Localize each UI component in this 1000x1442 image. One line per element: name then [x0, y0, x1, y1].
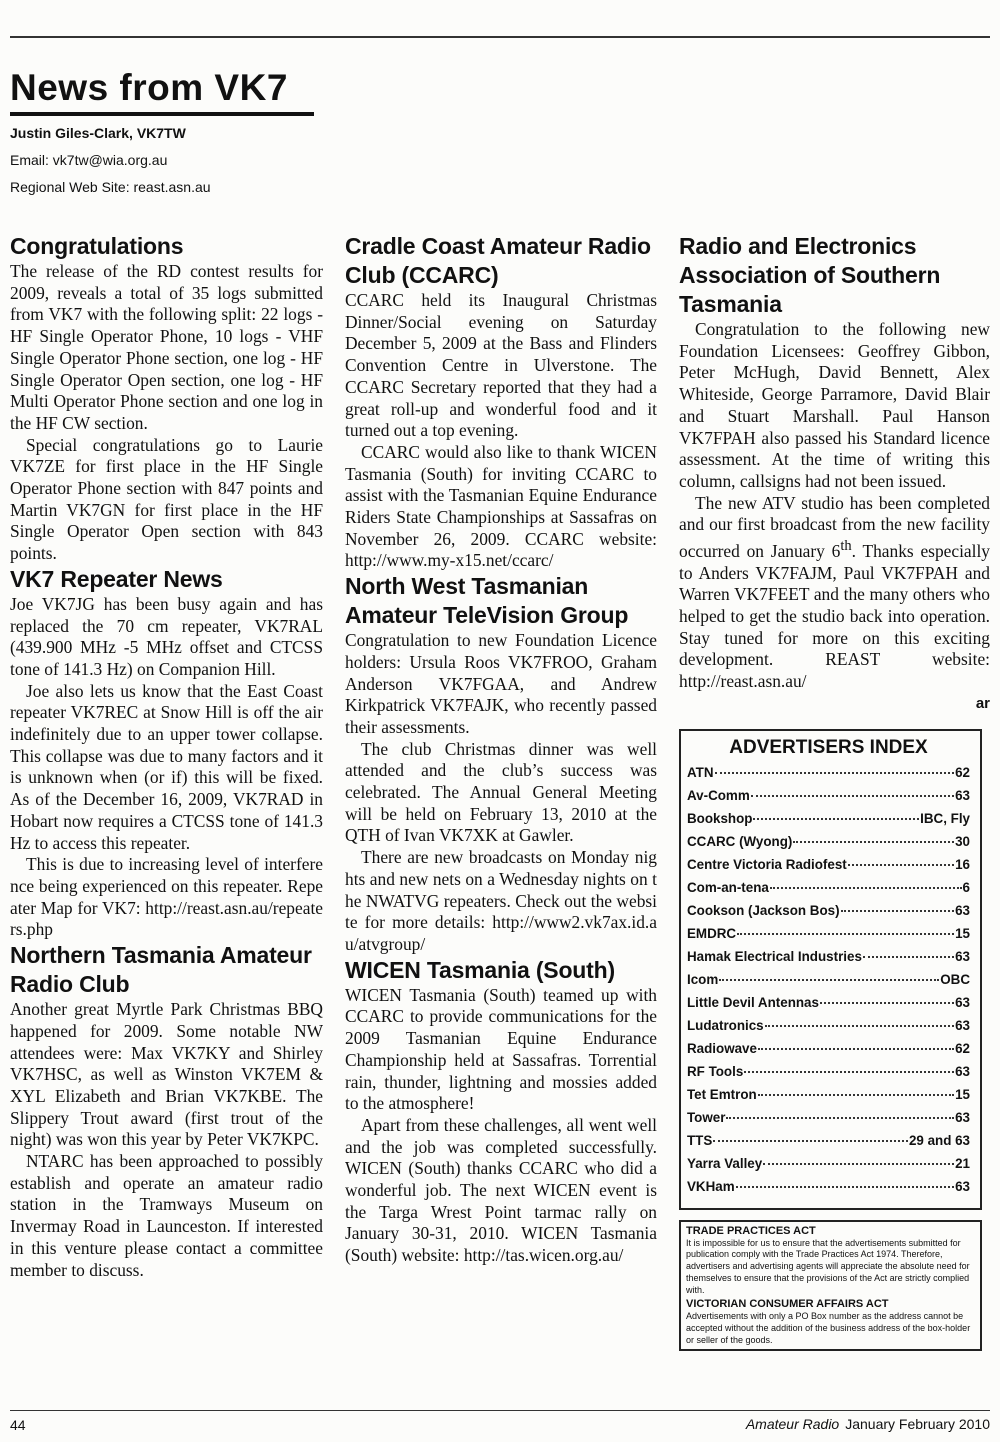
paragraph: Apart from these challenges, all went well and the job was completed successfully. WICEN (South) thanks CCARC who did a wonderful job. The next WICEN event is the Targa Wrest Point tarmac rally on January 30-31, 2010. WICEN Tasmania (South) website: http://tas.wicen.org.au/ [345, 1114, 657, 1266]
advertiser-row [687, 807, 970, 830]
dot-leader [758, 1048, 954, 1050]
dot-leader [744, 1071, 954, 1073]
advertiser-row [687, 784, 970, 807]
advertiser-page: 30 [955, 833, 970, 849]
paragraph: The club Christmas dinner was well attended and the club’s success was celebrated. The Annual General Meeting will be held on February 13, 2010 at the QTH of Ivan VK7XK at Gawler. [345, 738, 657, 846]
advertiser-page: 63 [955, 1063, 970, 1079]
dot-leader [763, 1163, 954, 1165]
advertiser-row [687, 922, 970, 945]
dot-leader [737, 933, 954, 935]
footer-rule [10, 1410, 990, 1411]
advertiser-page: 63 [955, 902, 970, 918]
advertiser-page: 6 [962, 879, 970, 895]
advertiser-page: 63 [955, 1017, 970, 1033]
advertisers-index-box [679, 729, 982, 1210]
advertiser-row [687, 1129, 970, 1152]
issue-date: January February 2010 [845, 1416, 990, 1432]
advertisers-list [687, 761, 970, 1198]
advertiser-row [687, 1014, 970, 1037]
column-middle [345, 232, 657, 1267]
top-rule [10, 36, 990, 38]
column-signoff: ar [975, 694, 990, 712]
advertiser-page: 29 and 63 [908, 1132, 970, 1148]
advertiser-name: RF Tools [687, 1063, 744, 1079]
advertiser-name: Tet Emtron [687, 1086, 757, 1102]
dot-leader [753, 818, 919, 820]
advertiser-name: Radiowave [687, 1040, 757, 1056]
paragraph: NTARC has been approached to possibly establish and operate an amateur radio station in the Tramways Museum on Invermay Road in Launceston. If interested in this venture please contact a committee member to discuss. [10, 1151, 323, 1280]
paragraph: There are new broadcasts on Monday nights and new nets on a Wednesday nights on the NWATVG repeaters. Check out the website for more details: http://www2.vk7ax.id.au/atvgroup/ [345, 847, 657, 954]
regional-website: Regional Web Site: reast.asn.au [10, 179, 211, 195]
dot-leader [863, 956, 954, 958]
advertiser-name: Ludatronics [687, 1017, 764, 1033]
advertiser-page: OBC [940, 971, 970, 987]
advertiser-row [687, 1152, 970, 1175]
advertiser-name: CCARC (Wyong) [687, 833, 793, 849]
advertiser-page: 63 [955, 787, 970, 803]
heading-ccarc: Cradle Coast Amateur Radio Club (CCARC) [345, 233, 651, 288]
advertiser-page: 16 [955, 856, 970, 872]
dot-leader [841, 910, 955, 912]
trade-practices-heading: TRADE PRACTICES ACT [686, 1224, 816, 1237]
paragraph: CCARC held its Inaugural Christmas Dinner/Social evening on Saturday December 5, 2009 at the Bass and Flinders Convention Centre in Ulverstone. The CCARC Secretary reported that they had a great roll-up and wonderful food and it turned out a top evening. [345, 290, 657, 441]
dot-leader [820, 1002, 954, 1004]
page-title: News from VK7 [10, 67, 288, 108]
advertiser-page: 62 [955, 1040, 970, 1056]
dot-leader [765, 1025, 954, 1027]
paragraph: WICEN Tasmania (South) teamed up with CCARC to provide communications for the 2009 Tasmanian Equine Endurance Championship held at Sassafras. Torrential rain, thunder, lightning and mossies added to the atmosphere! [345, 984, 657, 1114]
text-run: . Thanks especially to Anders VK7FAJM, Paul VK7FPAH and Warren VK7FEET and the many others who helped to get the studio back into operation. Stay tuned for more on this exciting development. REAST website: http://reast.asn.au/ [679, 540, 990, 692]
author-name: Justin Giles-Clark, VK7TW [10, 125, 186, 141]
paragraph: The release of the RD contest results for 2009, reveals a total of 35 logs submitted from VK7 with the following split: 22 logs - HF Single Operator Phone, 10 logs - VHF Single Operator Phone section, one log - HF Single Operator Open section, one log - HF Multi Operator Phone section and one log in the HF CW section. [10, 261, 323, 433]
advertiser-name: Little Devil Antennas [687, 994, 819, 1010]
paragraph: Another great Myrtle Park Christmas BBQ happened for 2009. Some notable NW attendees were: Max VK7KY and Shirley VK7HSC, as well as Winston VK7EM & XYL Elizabeth and Brian VK7KBE. The Slippery Trout award (first trout of the night) was won this year by Peter VK7KPC. [10, 999, 323, 1150]
byline [10, 120, 314, 201]
dot-leader [848, 864, 954, 866]
paragraph [679, 493, 990, 693]
superscript: th [840, 538, 852, 555]
dot-leader [726, 1117, 954, 1119]
advertiser-page: 63 [955, 1178, 970, 1194]
advertiser-row [687, 899, 970, 922]
paragraph: Congratulation to the following new Foundation Licensees: Geoffrey Gibbon, Peter McHugh, David Bennett, Alex Whiteside, George Parramore, David Blair and Stuart Marshall. Paul Hanson VK7FPAH also passed his Standard licence assessment. At the time of writing this column, callsigns had not been issued. [679, 319, 990, 491]
advertiser-row [687, 1175, 970, 1198]
heading-vk7-repeater-news: VK7 Repeater News [10, 565, 223, 592]
advertiser-page: 63 [955, 948, 970, 964]
title-underline [10, 112, 314, 116]
paragraph: Joe also lets us know that the East Coast repeater VK7REC at Snow Hill is off the air indefinitely due to an upper tower collapse. This collapse was due to many factors and it is unknown when (or if) this will be fixed. As of the December 16, 2009, VK7RAD in Hobart now requires a CTCSS tone of 141.3 Hz to access this repeater. [10, 680, 323, 853]
advertiser-row [687, 1060, 970, 1083]
masthead [10, 66, 314, 201]
paragraph: CCARC would also like to thank WICEN Tasmania (South) for inviting CCARC to assist with the Tasmanian Equine Endurance Riders State Championships at Sassafras on November 26, 2009. CCARC website: http://www.my-x15.net/ccarc/ [345, 441, 657, 571]
heading-reast: Radio and Electronics Association of Southern Tasmania [679, 233, 941, 317]
advertiser-name: TTS [687, 1132, 713, 1148]
advertiser-name: VKHam [687, 1178, 735, 1194]
advertiser-row [687, 853, 970, 876]
heading-nw-tas-atv-group: North West Tasmanian Amateur TeleVision Group [345, 573, 629, 629]
consumer-affairs-text: Advertisements with only a PO Box number as the address cannot be accepted without the addition of the business address of the box-holder or seller of the goods. [686, 1311, 971, 1345]
paragraph: Congratulation to new Foundation Licence holders: Ursula Roos VK7FROO, Graham Anderson VK7FGAA, and Andrew Kirkpatrick VK7FAJK, who recently passed their assessments. [345, 630, 657, 737]
dot-leader [793, 841, 954, 843]
advertiser-row [687, 991, 970, 1014]
author-email: Email: vk7tw@wia.org.au [10, 152, 168, 168]
dot-leader [719, 979, 939, 981]
advertiser-name: EMDRC [687, 925, 737, 941]
advertiser-name: Yarra Valley [687, 1155, 763, 1171]
advertiser-row [687, 945, 970, 968]
advertiser-row [687, 830, 970, 853]
dot-leader [770, 887, 962, 889]
dot-leader [751, 795, 954, 797]
advertiser-page: 63 [955, 994, 970, 1010]
heading-northern-tasmania-arc: Northern Tasmania Amateur Radio Club [10, 942, 312, 998]
advertiser-name: Centre Victoria Radiofest [687, 856, 847, 872]
heading-congratulations: Congratulations [10, 233, 184, 259]
advertiser-page: 15 [955, 1086, 970, 1102]
advertiser-name: ATN [687, 764, 714, 780]
consumer-affairs-heading: VICTORIAN CONSUMER AFFAIRS ACT [686, 1298, 889, 1311]
dot-leader [715, 772, 955, 774]
advertiser-name: Av-Comm [687, 787, 750, 803]
advertiser-row [687, 1083, 970, 1106]
column-left [10, 232, 323, 1281]
paragraph: Special congratulations go to Laurie VK7ZE for first place in the HF Single Operator Phone section with 847 points and Martin VK7GN for first place in the HF Single Operator Open section with 843 points. [10, 434, 323, 564]
paragraph: This is due to increasing level of interference being experienced on this repeater. Repeater Map for VK7: http://reast.asn.au/repeaters.php [10, 854, 323, 940]
advertiser-name: Hamak Electrical Industries [687, 948, 862, 964]
advertiser-row [687, 1037, 970, 1060]
heading-wicen-tasmania-south: WICEN Tasmania (South) [345, 956, 615, 983]
advertiser-name: Tower [687, 1109, 726, 1125]
running-footer [746, 1416, 990, 1432]
advertiser-row [687, 761, 970, 784]
paragraph: Joe VK7JG has been busy again and has replaced the 70 cm repeater, VK7RAL (439.900 MHz -5 MHz offset and CTCSS tone of 141.3 Hz) on Companion Hill. [10, 593, 323, 679]
page-number: 44 [10, 1417, 26, 1433]
advertiser-name: Cookson (Jackson Bos) [687, 902, 840, 918]
advertiser-page: 21 [955, 1155, 970, 1171]
publication-name: Amateur Radio [745, 1416, 840, 1432]
column-right [679, 232, 990, 1351]
legal-notice-box [679, 1220, 982, 1352]
dot-leader [758, 1094, 954, 1096]
advertiser-page: IBC, Fly [920, 810, 970, 826]
dot-leader [736, 1186, 954, 1188]
text-run: The new ATV studio has been completed and our first broadcast from the new facility occurred on January 6 [679, 492, 990, 561]
advertiser-row [687, 876, 970, 899]
advertisers-index-title: ADVERTISERS INDEX [729, 736, 928, 758]
advertiser-page: 63 [955, 1109, 970, 1125]
advertiser-row [687, 968, 970, 991]
advertiser-page: 15 [955, 925, 970, 941]
advertiser-row [687, 1106, 970, 1129]
advertiser-page: 62 [955, 764, 970, 780]
advertiser-name: Bookshop [687, 810, 753, 826]
dot-leader [713, 1140, 908, 1142]
advertiser-name: Com-an-tena [687, 879, 769, 895]
trade-practices-text: It is impossible for us to ensure that the advertisements submitted for publication comply with the Trade Practices Act 1974. Therefore, advertisers and advertising agents will appreciate the absolute need for themselves to ensure that the provisions of the Act are strictly complied with. [686, 1237, 970, 1295]
advertiser-name: Icom [687, 971, 719, 987]
